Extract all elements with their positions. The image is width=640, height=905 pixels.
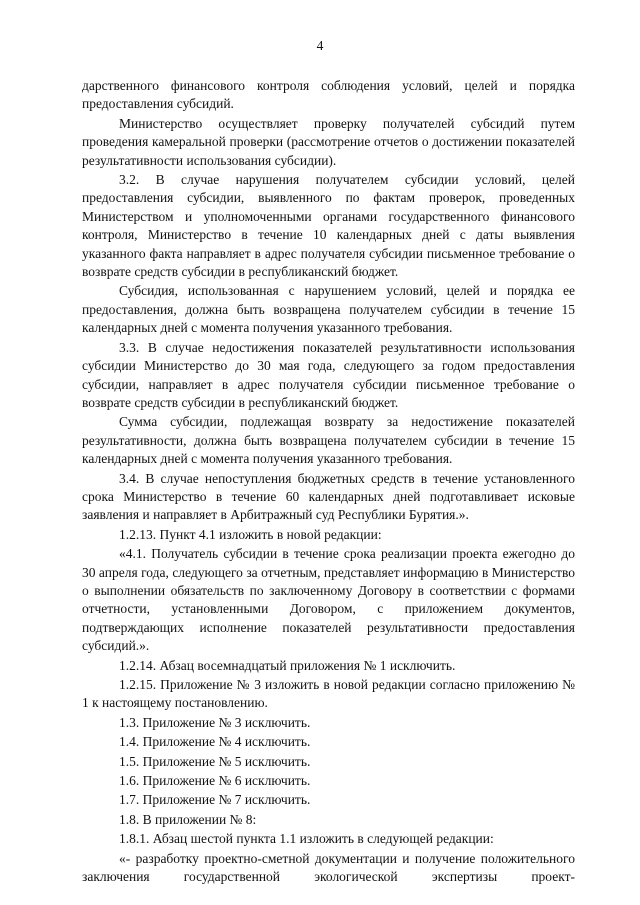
paragraph: 1.8. В приложении № 8: (119, 811, 257, 827)
paragraph: 1.7. Приложение № 7 исключить. (119, 792, 311, 808)
paragraph: 1.6. Приложение № 6 исключить. (119, 773, 311, 789)
paragraph: дарственного финансового контроля соблюдения условий, целей и порядка предоставления субсидий. (82, 78, 575, 112)
paragraph: 3.3. В случае недостижения показателей результативности использования субсидии Министерство до 30 мая года, следующего за годом предоставления субсидии, направляет в адрес получателя субсидии письменное требование о возврате средств субсидии в республиканский бюджет. (82, 339, 575, 410)
paragraph: «- разработку проектно-сметной документации и получение положительного заключения государственной экологической экспертизы проект- (82, 850, 575, 885)
page-number: 4 (316, 38, 324, 53)
paragraph: 1.2.13. Пункт 4.1 изложить в новой редакции: (119, 526, 382, 542)
paragraph: 1.2.14. Абзац восемнадцатый приложения № 1 исключить. (119, 657, 456, 673)
document-body (82, 77, 575, 887)
paragraph: Сумма субсидии, подлежащая возврату за недостижение показателей результативности, должна быть возвращена получателем субсидии в течение 15 календарных дней с момента получения указанного требования. (82, 414, 575, 467)
paragraph: Министерство осуществляет проверку получателей субсидий путем проведения камеральной проверки (рассмотрение отчетов о достижении показателей результативности использования субсидии). (82, 115, 575, 168)
paragraph: 1.5. Приложение № 5 исключить. (119, 753, 311, 769)
paragraph: 1.8.1. Абзац шестой пункта 1.1 изложить в следующей редакции: (119, 831, 494, 847)
paragraph: 3.4. В случае непоступления бюджетных средств в течение установленного срока Министерство в течение 60 календарных дней подготавливает исковые заявления и направляет в Арбитражный суд Республики Бурятия.». (82, 470, 575, 523)
paragraph: 1.3. Приложение № 3 исключить. (119, 714, 311, 730)
paragraph: 1.2.15. Приложение № 3 изложить в новой редакции согласно приложению № 1 к настоящему постановлению. (82, 677, 575, 711)
paragraph: 3.2. В случае нарушения получателем субсидии условий, целей предоставления субсидии, выявленного по фактам проверок, проведенных Министерством и уполномоченными органами государственного финансового контроля, Министерство в течение 10 календарных дней с даты выявления указанного факта направляет в адрес получателя субсидии письменное требование о возврате средств субсидии в республиканский бюджет. (82, 172, 575, 280)
paragraph: «4.1. Получатель субсидии в течение срока реализации проекта ежегодно до 30 апреля года, следующего за отчетным, представляет информацию в Министерство о выполнении обязательств по заключенному Договору в соответствии с формами отчетности, установленными Договором, с приложением документов, подтверждающих исполнение показателей результативности предоставления субсидий.». (82, 546, 575, 654)
paragraph: 1.4. Приложение № 4 исключить. (119, 734, 311, 750)
paragraph: Субсидия, использованная с нарушением условий, целей и порядка ее предоставления, должна быть возвращена получателем субсидии в течение 15 календарных дней с момента получения указанного требования. (82, 283, 575, 336)
